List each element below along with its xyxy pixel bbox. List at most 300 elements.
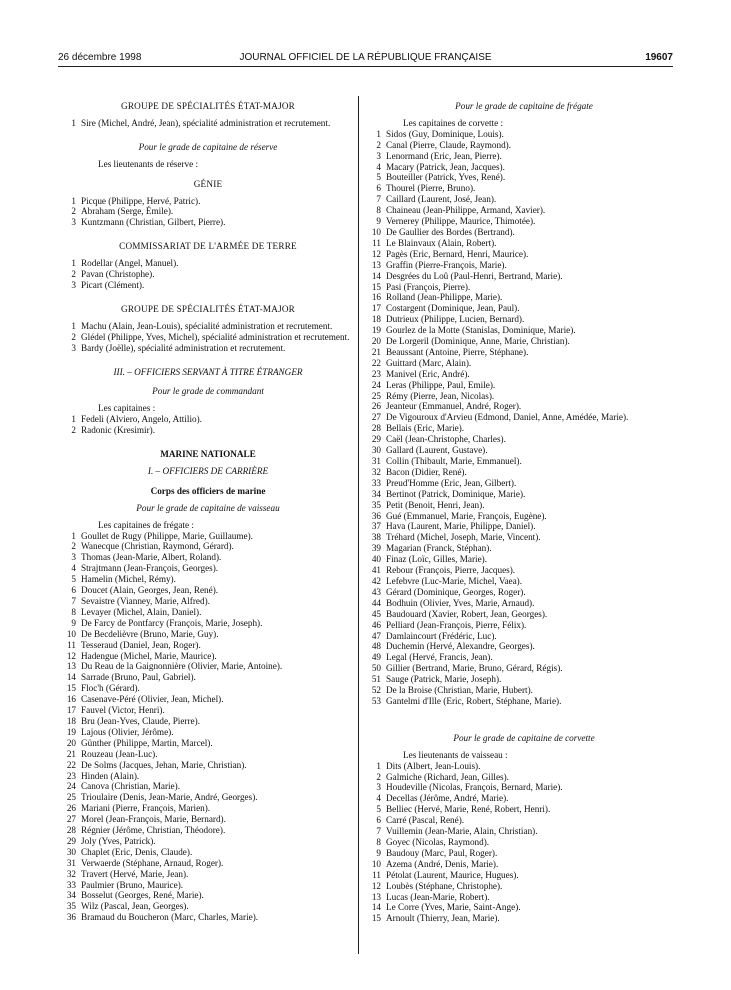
list-item (64, 836, 352, 847)
section-heading: GROUPE DE SPÉCIALITÉS ÉTAT-MAJOR (120, 303, 296, 314)
list-item-text: Bru (Jean-Yves, Claude, Pierre). (81, 715, 200, 726)
list-item-text: Duchemin (Hervé, Alexandre, Georges). (386, 641, 535, 652)
list-item-number: 7 (376, 826, 381, 837)
list-item-text: Vernerey (Philippe, Maurice, Thimotée). (386, 216, 536, 227)
list-item (64, 781, 352, 792)
list-item (369, 663, 679, 674)
list-item (369, 881, 679, 892)
list-item-number: 47 (371, 630, 381, 641)
list-item-text: Thomas (Jean-Marie, Albert, Roland). (81, 552, 222, 563)
ministry-heading: MARINE NATIONALE (160, 449, 256, 460)
list-item-text: Jeanteur (Emmanuel, André, Roger). (386, 401, 522, 412)
list-item-number: 21 (371, 346, 381, 357)
list-item-number: 9 (376, 847, 381, 858)
list-item-text: Chaineau (Jean-Philippe, Armand, Xavier). (386, 205, 546, 216)
list-item (369, 380, 679, 391)
list-item-text: Floc'h (Gérard). (81, 683, 140, 694)
list-item-number: 2 (376, 139, 381, 150)
list-item-number: 15 (371, 913, 381, 924)
list-item-number: 20 (66, 737, 76, 748)
list-item-number: 29 (371, 434, 381, 445)
list-item-number: 3 (71, 279, 76, 290)
list-item-number: 3 (71, 217, 76, 228)
list-item-number: 21 (66, 748, 76, 759)
list-item (369, 837, 679, 848)
left-column (64, 101, 352, 923)
list-item-text: Régnier (Jérôme, Christian, Théodore). (81, 825, 226, 836)
list-item-text: Rémy (Pierre, Jean, Nicolas). (386, 390, 495, 401)
list-item (64, 574, 352, 585)
list-item-text: Gallard (Laurent, Gustave). (386, 445, 488, 456)
list-item (64, 585, 352, 596)
list-item (64, 607, 352, 618)
list-item-text: Leras (Philippe, Paul, Emile). (386, 379, 496, 390)
list-item-number: 34 (66, 890, 76, 901)
list-item-number: 39 (371, 543, 381, 554)
list-item-number: 5 (376, 172, 381, 183)
section-heading: III. – OFFICIERS SERVANT À TITRE ÉTRANGER (113, 366, 303, 377)
list-item-number: 2 (376, 771, 381, 782)
list-item-text: Hamelin (Michel, Rémy). (81, 574, 176, 585)
list-item (64, 912, 352, 923)
list-item (369, 391, 679, 402)
list-item-number: 1 (71, 258, 76, 269)
list-item-text: Costargent (Dominique, Jean, Paul). (386, 303, 520, 314)
header-page-number: 19607 (645, 52, 673, 63)
list-item-number: 2 (71, 206, 76, 217)
list-intro: Les lieutenants de vaisseau : (403, 749, 508, 760)
list-item-text: Goullet de Rugy (Philippe, Marie, Guillaume). (81, 530, 253, 541)
list-item-text: Manivel (Eric, André). (386, 368, 470, 379)
list-item-number: 35 (66, 901, 76, 912)
list-intro: Les capitaines : (98, 403, 156, 414)
list-item-number: 1 (71, 195, 76, 206)
list-item-text: Dutrieux (Philippe, Lucien, Bernard). (386, 314, 525, 325)
list-item (369, 336, 679, 347)
list-item-number: 45 (371, 608, 381, 619)
list-item-text: De Solms (Jacques, Jehan, Marie, Christian). (81, 759, 247, 770)
list-item-number: 11 (372, 237, 381, 248)
list-item-number: 33 (66, 879, 76, 890)
list-item (64, 629, 352, 640)
list-item (369, 140, 679, 151)
list-item (369, 848, 679, 859)
list-item-number: 17 (371, 303, 381, 314)
entry-list (64, 321, 352, 354)
list-item-number: 20 (371, 336, 381, 347)
list-item-text: Tréhard (Michel, Joseph, Marie, Vincent). (386, 532, 541, 543)
list-item-number: 10 (371, 226, 381, 237)
list-item-text: Sarrade (Bruno, Paul, Gabriel). (81, 672, 196, 683)
list-item (369, 674, 679, 685)
entry-list (64, 414, 352, 436)
list-item (64, 258, 352, 269)
list-item (369, 598, 679, 609)
list-item-text: Baudouy (Marc, Paul, Roger). (386, 847, 498, 858)
list-item (64, 847, 352, 858)
list-item-number: 51 (371, 674, 381, 685)
list-item-text: Bardy (Joëlle), spécialité administration et recrutement. (81, 342, 286, 353)
list-item (64, 858, 352, 869)
list-item-text: Graffin (Pierre-François, Marie). (386, 259, 507, 270)
list-item-number: 49 (371, 652, 381, 663)
list-item-number: 36 (66, 912, 76, 923)
entry-list (64, 258, 352, 291)
list-item-number: 15 (66, 683, 76, 694)
list-item-text: Trioulaire (Denis, Jean-Marie, André, Georges). (81, 792, 258, 803)
list-item (64, 269, 352, 280)
list-item-number: 6 (376, 183, 381, 194)
list-item (369, 532, 679, 543)
list-item-text: Chaplet (Eric, Denis, Claude). (81, 846, 193, 857)
list-item (369, 804, 679, 815)
list-item-text: Sevaistre (Vianney, Marie, Alfred). (81, 596, 210, 606)
list-item-number: 17 (66, 705, 76, 716)
list-item-number: 34 (371, 488, 381, 499)
entry-list (64, 531, 352, 924)
list-item (64, 901, 352, 912)
list-item-text: Hava (Laurent, Marie, Philippe, Daniel). (386, 521, 536, 532)
list-item (369, 543, 679, 554)
list-item (64, 792, 352, 803)
list-item (369, 685, 679, 696)
list-item-text: Wilz (Pascal, Jean, Georges). (81, 901, 189, 912)
list-item-text: Mariani (Pierre, François, Marien). (81, 803, 211, 814)
list-item-number: 40 (371, 554, 381, 565)
list-item (369, 445, 679, 456)
list-item-number: 12 (371, 248, 381, 259)
list-item (369, 292, 679, 303)
list-item-number: 9 (376, 216, 381, 227)
list-item-number: 23 (371, 368, 381, 379)
list-item (369, 358, 679, 369)
list-item-text: Hinden (Alain). (81, 770, 140, 781)
list-item (64, 683, 352, 694)
list-item (64, 618, 352, 629)
list-item-number: 24 (66, 781, 76, 792)
list-item-number: 3 (376, 782, 381, 793)
list-item-number: 11 (67, 639, 76, 650)
list-item-number: 14 (66, 672, 76, 683)
list-item-text: Levayer (Michel, Alain, Daniel). (81, 606, 202, 617)
list-item-text: Du Reau de la Gaignonnière (Olivier, Marie, Antoine). (81, 661, 283, 672)
list-item-text: Caël (Jean-Christophe, Charles). (386, 434, 506, 445)
list-item-text: Guittard (Marc, Alain). (386, 357, 472, 368)
entry-list (64, 118, 352, 129)
list-item (64, 716, 352, 727)
list-item-number: 50 (371, 663, 381, 674)
list-item-text: Bramaud du Boucheron (Marc, Charles, Marie). (81, 912, 259, 923)
list-item (64, 803, 352, 814)
list-item (369, 151, 679, 162)
list-item (369, 172, 679, 183)
list-item (64, 552, 352, 563)
list-item-text: Desgrées du Loû (Paul-Henri, Bertrand, Marie). (386, 270, 563, 281)
list-item-number: 16 (371, 292, 381, 303)
list-item (369, 696, 679, 707)
list-item-text: Le Corre (Yves, Marie, Saint-Ange). (386, 902, 521, 913)
list-item-text: Bellais (Eric, Marie). (386, 423, 465, 434)
list-item-text: Radonic (Kresimir). (81, 425, 155, 436)
list-item-number: 4 (376, 161, 381, 172)
list-item (369, 478, 679, 489)
list-item (64, 118, 352, 129)
list-intro: Les lieutenants de réserve : (98, 158, 198, 169)
list-item (64, 217, 352, 228)
list-item-number: 27 (66, 814, 76, 825)
list-item-text: Petit (Benoit, Henri, Jean). (386, 499, 485, 510)
list-item-number: 10 (371, 858, 381, 869)
list-item-number: 48 (371, 641, 381, 652)
list-item-number: 1 (376, 128, 381, 139)
list-item (369, 456, 679, 467)
list-item-number: 2 (71, 331, 76, 342)
list-item (64, 531, 352, 542)
list-item-text: Joly (Yves, Patrick). (81, 835, 156, 846)
list-item-text: Macary (Patrick, Jean, Jacques). (386, 161, 505, 172)
list-item-number: 7 (71, 596, 76, 606)
list-item-text: Dits (Albert, Jean-Louis). (386, 760, 481, 771)
list-item-text: Lefebvre (Luc-Marie, Michel, Vaea). (386, 575, 523, 586)
list-item-text: Paulmier (Bruno, Maurice). (81, 879, 184, 890)
list-item-number: 38 (371, 532, 381, 543)
list-item (369, 129, 679, 140)
list-item-number: 16 (66, 694, 76, 705)
list-item-number: 28 (371, 423, 381, 434)
list-item (369, 162, 679, 173)
list-item-number: 27 (371, 412, 381, 423)
list-item-text: Canal (Pierre, Claude, Raymond). (386, 139, 512, 150)
list-item-number: 1 (71, 414, 76, 425)
list-item-text: Collin (Thibault, Marie, Emmanuel). (386, 456, 522, 466)
list-item-number: 8 (71, 606, 76, 617)
list-item-text: Rouzeau (Jean-Luc). (81, 748, 158, 759)
list-item-number: 9 (71, 617, 76, 628)
list-item (64, 814, 352, 825)
list-item-number: 2 (71, 541, 76, 552)
list-item-text: Bertinot (Patrick, Dominique, Marie). (386, 488, 526, 499)
list-item-text: Kuntzmann (Christian, Gilbert, Pierre). (81, 217, 226, 228)
list-item-text: Picart (Clément). (81, 279, 145, 290)
list-item-text: Abraham (Serge, Émile). (81, 206, 174, 217)
list-item (369, 282, 679, 293)
list-item (369, 489, 679, 500)
list-item-text: Casenave-Péré (Olivier, Jean, Michel). (81, 694, 224, 705)
list-item (369, 761, 679, 772)
list-item (369, 641, 679, 652)
list-item (369, 412, 679, 423)
list-item-text: Magarian (Franck, Stéphan). (386, 543, 492, 554)
list-item (369, 913, 679, 924)
list-item-text: Loubès (Stéphane, Christophe). (386, 880, 503, 891)
list-item (369, 565, 679, 576)
list-item-number: 5 (376, 804, 381, 815)
list-item (64, 414, 352, 425)
list-item-text: Belliec (Hervé, Marie, René, Robert, Henri). (386, 804, 551, 815)
list-item-number: 42 (371, 575, 381, 586)
list-item-number: 19 (66, 726, 76, 737)
list-item-text: Gourlez de la Motte (Stanislas, Dominique, Marie). (386, 325, 576, 336)
list-item-number: 44 (371, 597, 381, 608)
list-item-text: Hadengue (Michel, Marie, Maurice). (81, 650, 217, 661)
list-item-text: Sidos (Guy, Dominique, Louis). (386, 128, 504, 139)
list-item (64, 749, 352, 760)
list-item-number: 26 (66, 803, 76, 814)
grade-heading: Pour le grade de capitaine de réserve (138, 141, 278, 152)
list-item-number: 31 (371, 456, 381, 466)
list-item-text: Strajtmann (Jean-François, Georges). (81, 563, 219, 574)
list-item (369, 260, 679, 271)
list-item-text: De la Broise (Christian, Marie, Hubert). (386, 685, 533, 696)
list-item (369, 521, 679, 532)
list-item (369, 238, 679, 249)
list-item-text: Pagès (Eric, Bernard, Henri, Maurice). (386, 248, 529, 259)
list-item (369, 183, 679, 194)
list-item-number: 1 (71, 117, 76, 128)
list-item-text: Fauvel (Victor, Henri). (81, 705, 165, 716)
list-item-text: Travert (Hervé, Marie, Jean). (81, 868, 189, 879)
list-item-text: Bodhuin (Olivier, Yves, Marie, Arnaud). (386, 597, 535, 608)
list-item (369, 859, 679, 870)
list-item (369, 892, 679, 903)
list-item-text: Beaussant (Antoine, Pierre, Stéphane). (386, 346, 529, 357)
list-item (64, 738, 352, 749)
list-item (64, 694, 352, 705)
list-item-text: Fedeli (Alviero, Angelo, Attilio). (81, 414, 202, 425)
list-item-number: 22 (371, 357, 381, 368)
list-item (64, 771, 352, 782)
list-item-number: 24 (371, 379, 381, 390)
list-item (369, 826, 679, 837)
list-item-text: Doucet (Alain, Georges, Jean, René). (81, 585, 219, 596)
list-item-number: 23 (66, 770, 76, 781)
list-item-text: Arnoult (Thierry, Jean, Marie). (386, 913, 500, 924)
list-item-number: 12 (66, 650, 76, 661)
right-column (369, 101, 679, 924)
list-item-number: 8 (376, 205, 381, 216)
list-item-number: 22 (66, 759, 76, 770)
section-heading: GROUPE DE SPÉCIALITÉS ÉTAT-MAJOR (120, 101, 296, 111)
list-item-text: Le Blainvaux (Alain, Robert). (386, 237, 497, 248)
corps-heading: Corps des officiers de marine (150, 485, 266, 496)
list-item-number: 31 (66, 857, 76, 868)
list-item-text: Decellas (Jérôme, André, Marie). (386, 793, 509, 804)
list-item (369, 325, 679, 336)
list-item-number: 29 (66, 835, 76, 846)
list-item-number: 6 (376, 815, 381, 826)
header-rule (58, 66, 673, 67)
list-item-text: Finaz (Loïc, Gilles, Marie). (386, 554, 488, 565)
list-item-number: 41 (371, 565, 381, 576)
list-item-text: Picque (Philippe, Hervé, Patric). (81, 195, 201, 206)
list-item-number: 32 (371, 466, 381, 477)
list-item (64, 425, 352, 436)
list-item-number: 13 (371, 259, 381, 270)
list-item-text: Rodellar (Angel, Manuel). (81, 258, 179, 269)
list-item-number: 18 (66, 715, 76, 726)
list-item-number: 10 (66, 628, 76, 639)
list-item-number: 46 (371, 619, 381, 630)
list-item-number: 26 (371, 401, 381, 412)
list-item-number: 53 (371, 695, 381, 706)
list-item (369, 303, 679, 314)
list-item-text: Bacon (Didier, René). (386, 466, 467, 477)
list-item-number: 28 (66, 825, 76, 836)
list-item (369, 369, 679, 380)
list-item (369, 631, 679, 642)
grade-heading: Pour le grade de commandant (152, 386, 264, 397)
list-item-text: Azema (André, Denis, Marie). (386, 858, 499, 869)
list-item-number: 32 (66, 868, 76, 879)
list-item (369, 271, 679, 282)
list-item (64, 332, 352, 343)
list-item-text: Houdeville (Nicolas, François, Bernard, Marie). (386, 782, 563, 793)
list-item-text: Bouteiller (Patrick, Yves, René). (386, 172, 506, 183)
list-item (64, 661, 352, 672)
list-item (64, 563, 352, 574)
list-item-text: Glédel (Philippe, Yves, Michel), spécialité administration et recrutement. (81, 331, 350, 342)
list-item-text: De Becdelièvre (Bruno, Marie, Guy). (81, 628, 219, 639)
list-item-number: 5 (71, 574, 76, 585)
list-item-number: 25 (66, 792, 76, 803)
list-item-text: Bosselut (Georges, René, Marie). (81, 890, 204, 901)
list-item (369, 772, 679, 783)
list-item (64, 825, 352, 836)
list-item (64, 343, 352, 354)
list-item (369, 870, 679, 881)
list-item (64, 321, 352, 332)
list-item (369, 194, 679, 205)
list-item (369, 227, 679, 238)
list-item (369, 500, 679, 511)
header-date: 26 décembre 1998 (58, 52, 142, 63)
list-item (369, 511, 679, 522)
list-item (369, 216, 679, 227)
list-item (64, 541, 352, 552)
list-item-text: Damlaincourt (Frédéric, Luc). (386, 630, 497, 641)
list-item (369, 205, 679, 216)
section-heading: COMMISSARIAT DE L'ARMÉE DE TERRE (119, 241, 297, 252)
list-item-number: 13 (371, 891, 381, 902)
list-item-text: Machu (Alain, Jean-Louis), spécialité administration et recrutement. (81, 320, 333, 331)
list-item (369, 554, 679, 565)
list-item (64, 705, 352, 716)
list-item-number: 4 (71, 563, 76, 574)
list-item-number: 6 (71, 585, 76, 596)
list-item (369, 467, 679, 478)
list-item (369, 314, 679, 325)
list-item-number: 1 (71, 530, 76, 541)
list-item-number: 3 (376, 150, 381, 161)
list-item-number: 36 (371, 510, 381, 521)
grade-heading: Pour le grade de capitaine de frégate (455, 101, 593, 111)
list-item (64, 596, 352, 607)
list-item (369, 401, 679, 412)
list-item-number: 33 (371, 477, 381, 488)
list-item-text: Lucas (Jean-Marie, Robert). (386, 891, 490, 902)
list-item (369, 434, 679, 445)
entry-list (369, 761, 679, 925)
entry-list (64, 196, 352, 229)
list-item-number: 4 (376, 793, 381, 804)
list-item-text: Lajous (Olivier, Jérôme). (81, 726, 174, 737)
list-item (64, 651, 352, 662)
list-item (369, 576, 679, 587)
list-item-text: Pétolat (Laurent, Maurice, Hugues). (386, 869, 519, 880)
list-item-number: 3 (71, 552, 76, 563)
list-item (369, 902, 679, 913)
list-item-text: Rolland (Jean-Philippe, Marie). (386, 292, 503, 303)
